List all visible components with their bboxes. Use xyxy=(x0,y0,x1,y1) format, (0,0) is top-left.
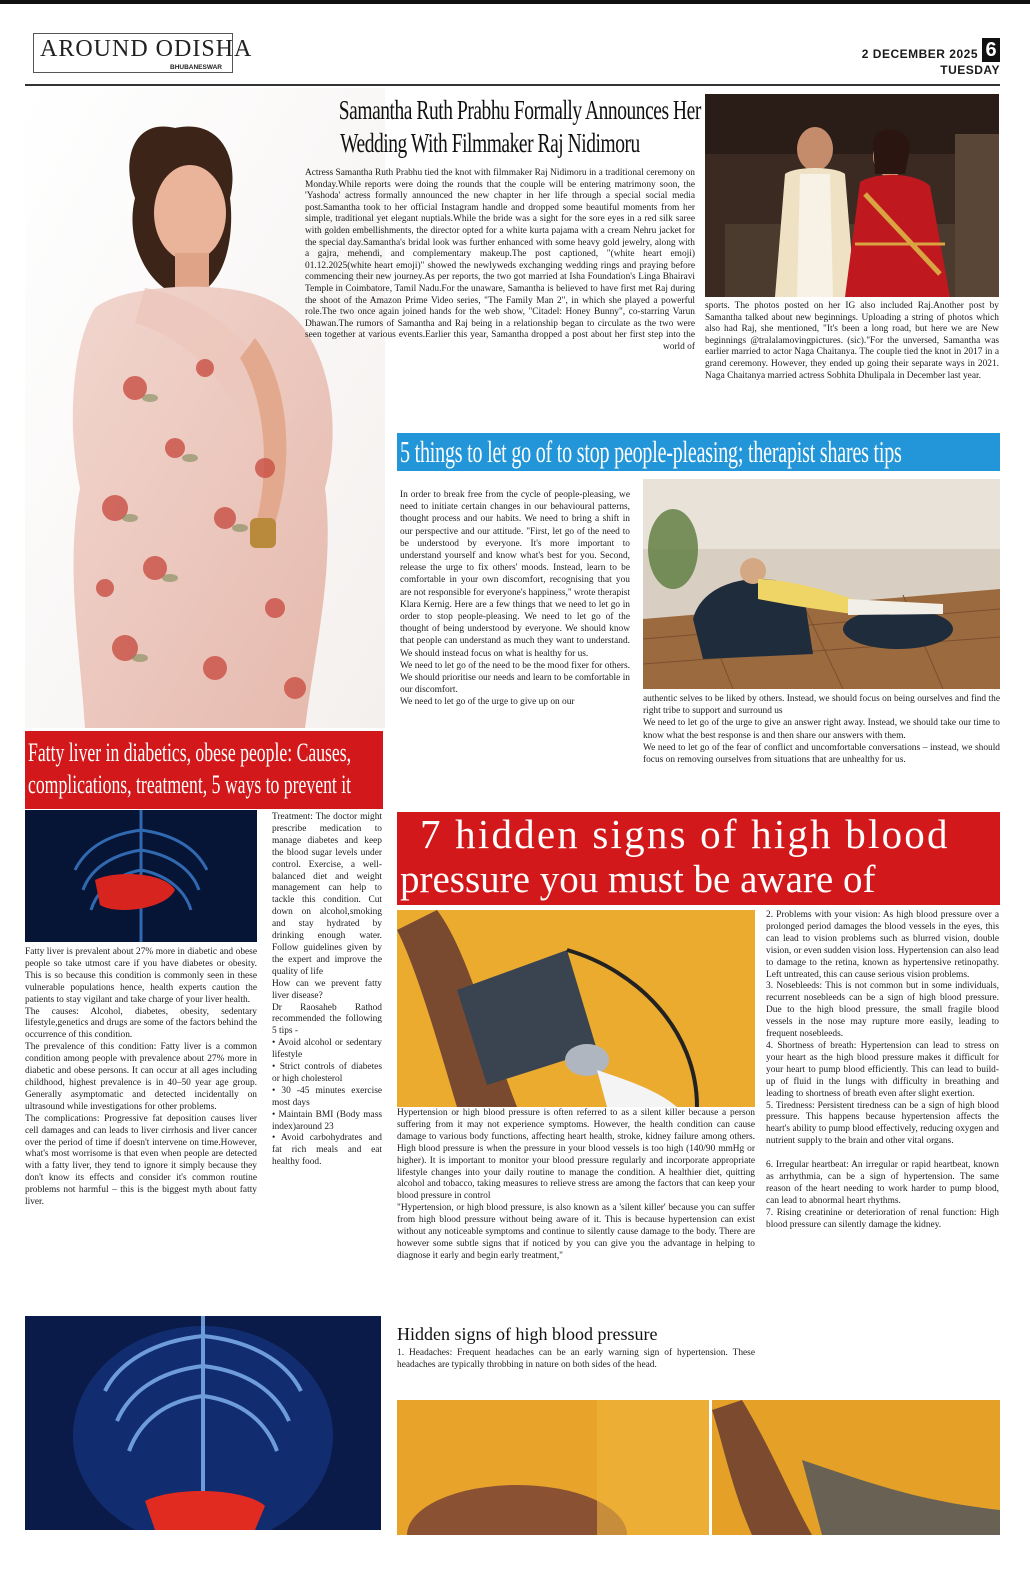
blood-pressure-photo-bottom-left xyxy=(397,1400,709,1535)
fatty-liver-headline-line1: Fatty liver in diabetics, obese people: Causes, xyxy=(28,738,352,767)
blood-pressure-headline-line2: pressure you must be aware of xyxy=(400,858,876,901)
people-pleasing-body-left: In order to break free from the cycle of people-pleasing, we need to initiate certain changes in our behavioural patterns, thought process and our habits. We need to bring a shift in our perspective and our attitude. "First, let go of the need to be understood by everyone. It's more important to understand yourself and know what's best for you. Second, release the urge to fix others' moods. Instead, learn to be comfortable in your own discomfort, recognising that you are not responsible for everyone's happiness," wrote therapist Klara Kernig. Here are a few things that we need to let go in order to stop people-pleasing. We need to let go of the thought of being understood by everyone. We should know that people can understand as much they want to understand. We should instead focus on what is healthy for us. We need to let go of the need to be the mood fixer for others. We should prioritise our needs and learn to be comfortable in our discomfort. We need to let go of the urge to give up on our xyxy=(400,490,630,708)
samantha-headline-line1: Samantha Ruth Prabhu Formally Announces Her xyxy=(338,95,701,125)
fatty-liver-body-right: Treatment: The doctor might prescribe medication to manage diabetes and keep the blood sugar levels under control. Exercise, a well-balanced diet and weight management can help to tackle this condition. Cut down on alcohol,smoking and stay hydrated by drinking enough water. Follow guidelines given by the expert and improve the quality of life How can we prevent fatty liver disease? Dr Raosaheb Rathod recommended the following 5 tips - • Avoid alcohol or sedentary lifestyle • Strict controls of diabetes or high cholesterol • 30 -45 minutes exercise most days • Maintain BMI (Body mass index)around 23 • Avoid carbohydrates and fat rich meals and eat healthy food. xyxy=(272,812,382,1168)
samantha-headline-line2: Wedding With Filmmaker Raj Nidimoru xyxy=(340,128,640,158)
issue-day: TUESDAY xyxy=(940,63,1000,77)
blood-pressure-headache-text: 1. Headaches: Frequent headaches can be an early warning sign of hypertension. These headaches are typically throbbing in nature on both sides of the head. xyxy=(397,1348,755,1370)
blood-pressure-headline-line1: 7 hidden signs of high blood xyxy=(420,811,950,857)
samantha-headline xyxy=(280,94,700,160)
masthead-rule xyxy=(25,84,1000,86)
logo-text: AROUND ODISHA xyxy=(40,36,253,62)
masthead-top-line xyxy=(0,0,1030,4)
samantha-article-body-right: sports. The photos posted on her IG also included Raj.Another post by Samantha talked about new beginnings. Uploading a string of photos which also had Raj, she mentioned, "It's been a long road, but here we are New beginnings @tralalamovingpictures. (sic)."For the unversed, Samantha was earlier married to actor Naga Chaitanya. The couple tied the knot in 2017 in a grand ceremony. However, they ended up going their separate ways in 2021. Naga Chaitanya married actress Sobhita Dhulipala in December last year. xyxy=(705,301,999,381)
page-number: 6 xyxy=(982,38,1000,62)
fatty-liver-headline-line2: complications, treatment, 5 ways to prevent it xyxy=(28,770,352,799)
issue-date: 2 DECEMBER 2025 xyxy=(861,47,978,61)
city-label: BHUBANESWAR xyxy=(170,64,222,71)
blood-pressure-headline xyxy=(400,812,1000,903)
blood-pressure-body-right: 2. Problems with your vision: As high blood pressure over a prolonged period damages the blood vessels in the eyes, this can lead to vision problems such as blurred vision, double vision, or even sudden vision loss. Hypertension can also lead to damage to the retina, known as hypertensive retinopathy. Left untreated, this can cause serious vision problems. 3. Nosebleeds: This is not common but in some individuals, recurrent nosebleeds can be a sign of high blood pressure. Due to the high blood pressure, the small fragile blood vessels in the nose may rupture more easily, leading to frequent nosebleeds. 4. Shortness of breath: Hypertension can lead to stress on your heart as the high blood pressure makes it difficult for your heart to pump blood efficiently. This can lead to build-up of fluid in the lungs with difficulty in breathing and leading to shortness of breath even after slight exertion. 5. Tiredness: Persistent tiredness can be a sign of high blood pressure. This happens because hypertension affects the heart's ability to pump blood effectively, reducing oxygen and nutrient supply to the brain and other vital organs. 6. Irregular heartbeat: An irregular or rapid heartbeat, known as arrhythmia, can be a sign of hypertension. The same reason of the heart needing to work harder to pump blood, can lead to abnormal heart rhythms. 7. Rising creatinine or deterioration of renal function: High blood pressure can silently damage the kidney. xyxy=(766,910,999,1230)
wedding-photo xyxy=(705,94,999,297)
relaxing-woman-photo xyxy=(643,479,1000,689)
masthead xyxy=(0,0,1030,88)
blood-pressure-cuff-photo xyxy=(397,910,755,1107)
fatty-liver-headline xyxy=(28,737,383,801)
samantha-article-body-left: Actress Samantha Ruth Prabhu tied the knot with filmmaker Raj Nidimoru in a traditional ceremony on Monday.While reports were doing the rounds that the couple will be entering matrimony soon, the 'Yashoda' actress formally announced the new chapter in her life through a special social media post.Samantha took to her official Instagram handle and dropped some beautiful moments from her simple, traditional yet elegant nuptials.While the bride was a sight for the sore eyes in a red silk saree with golden embellishments, the director opted for a white kurta pajama with a cream Nehru jacket for the special day.Samantha's bridal look was further enhanced with some heavy gold jewelry, along with a gajra, mehendi, and complementary makeup.The post captioned, "(white heart emoji) 01.12.2025(white heart emoji)" showed the newlyweds exchanging wedding rings and praying before commencing their new journey.As per reports, the two got married at Isha Foundation's Linga Bhairavi Temple in Coimbatore, Tamil Nadu.For the unaware, Samantha is believed to have first met Raj during the shoot of the Amazon Prime Video series, "The Family Man 2", in which she played a powerful role.The two once again joined hands for the web show, "Citadel: Honey Bunny", co-starring Varun Dhawan.The rumors of Samantha and Raj being in a relationship began to circulate as the two were seen together at various events.Earlier this year, Samantha dropped a post about her first step into the world of xyxy=(305,168,695,352)
blood-pressure-body-left: Hypertension or high blood pressure is often referred to as a silent killer because a person suffering from it may not experience symptoms. However, the health condition can cause damage to various body functions, affecting heart health, stroke, kidney failure among others. High blood pressure is when the pressure in your blood vessels is too high (140/90 mmHg or higher). It is important to monitor your blood pressure regularly and incorporate appropriate lifestyle changes into your daily routine to manage the condition. A healthier diet, quitting alcohol and tobacco, taking measures to relieve stress are among the factors that can keep your blood pressure in control "Hypertension, or high blood pressure, is also known as a 'silent killer' because you can suffer from high blood pressure without being aware of it. This is because hypertension can exist without any noticeable symptoms and continue to silently cause damage to the body. There are however some subtle signs that if noticed by you can give you the advantage in helping to diagnose it early and begin early treatment," xyxy=(397,1108,755,1261)
blood-pressure-photo-bottom-right xyxy=(712,1400,1000,1535)
people-pleasing-body-right: authentic selves to be liked by others. Instead, we should focus on being ourselves and find the right tribe to support and surround us We need to let go of the urge to give an answer right away. Instead, we should take our time to know what the best response is and then share our answers with them. We need to let go of the fear of conflict and uncomfortable conversations – instead, we should focus on removing ourselves from situations that are unhealthy for us. xyxy=(643,694,1000,766)
liver-xray-photo-bottom xyxy=(25,1316,381,1530)
fatty-liver-body-left: Fatty liver is prevalent about 27% more in diabetic and obese people so take utmost care if you have diabetes or obesity. This is so because this condition is commonly seen in these vulnerable populations hence, health experts caution the patients to stay vigilant and take charge of your liver health. The causes: Alcohol, diabetes, obesity, sedentary lifestyle,genetics and drugs are some of the factors behind the occurrence of this condition. The prevalence of this condition: Fatty liver is a common condition among people with prevalence about 27% more in diabetic and obese persons. It can occur at all ages including childhood, highest prevalence is in 40–50 year age group. Generally asymptomatic and detected incidentally on ultrasound while investigations for other problems. The complications: Progressive fat deposition causes liver cell damages and can leads to liver cirrhosis and liver cancer over the period of time if doesn't intervene on time.However, what's most worrisome is that even when people are detected with a fatty liver, they tend to ignore it simply because they don't know its effects and consider it's common routine problems not harmful – this is the biggest myth about fatty liver. xyxy=(25,947,257,1208)
blood-pressure-subhead: Hidden signs of high blood pressure xyxy=(397,1324,658,1344)
people-pleasing-headline: 5 things to let go of to stop people-pleasing; therapist shares tips xyxy=(400,434,902,469)
liver-xray-photo-top xyxy=(25,810,257,942)
